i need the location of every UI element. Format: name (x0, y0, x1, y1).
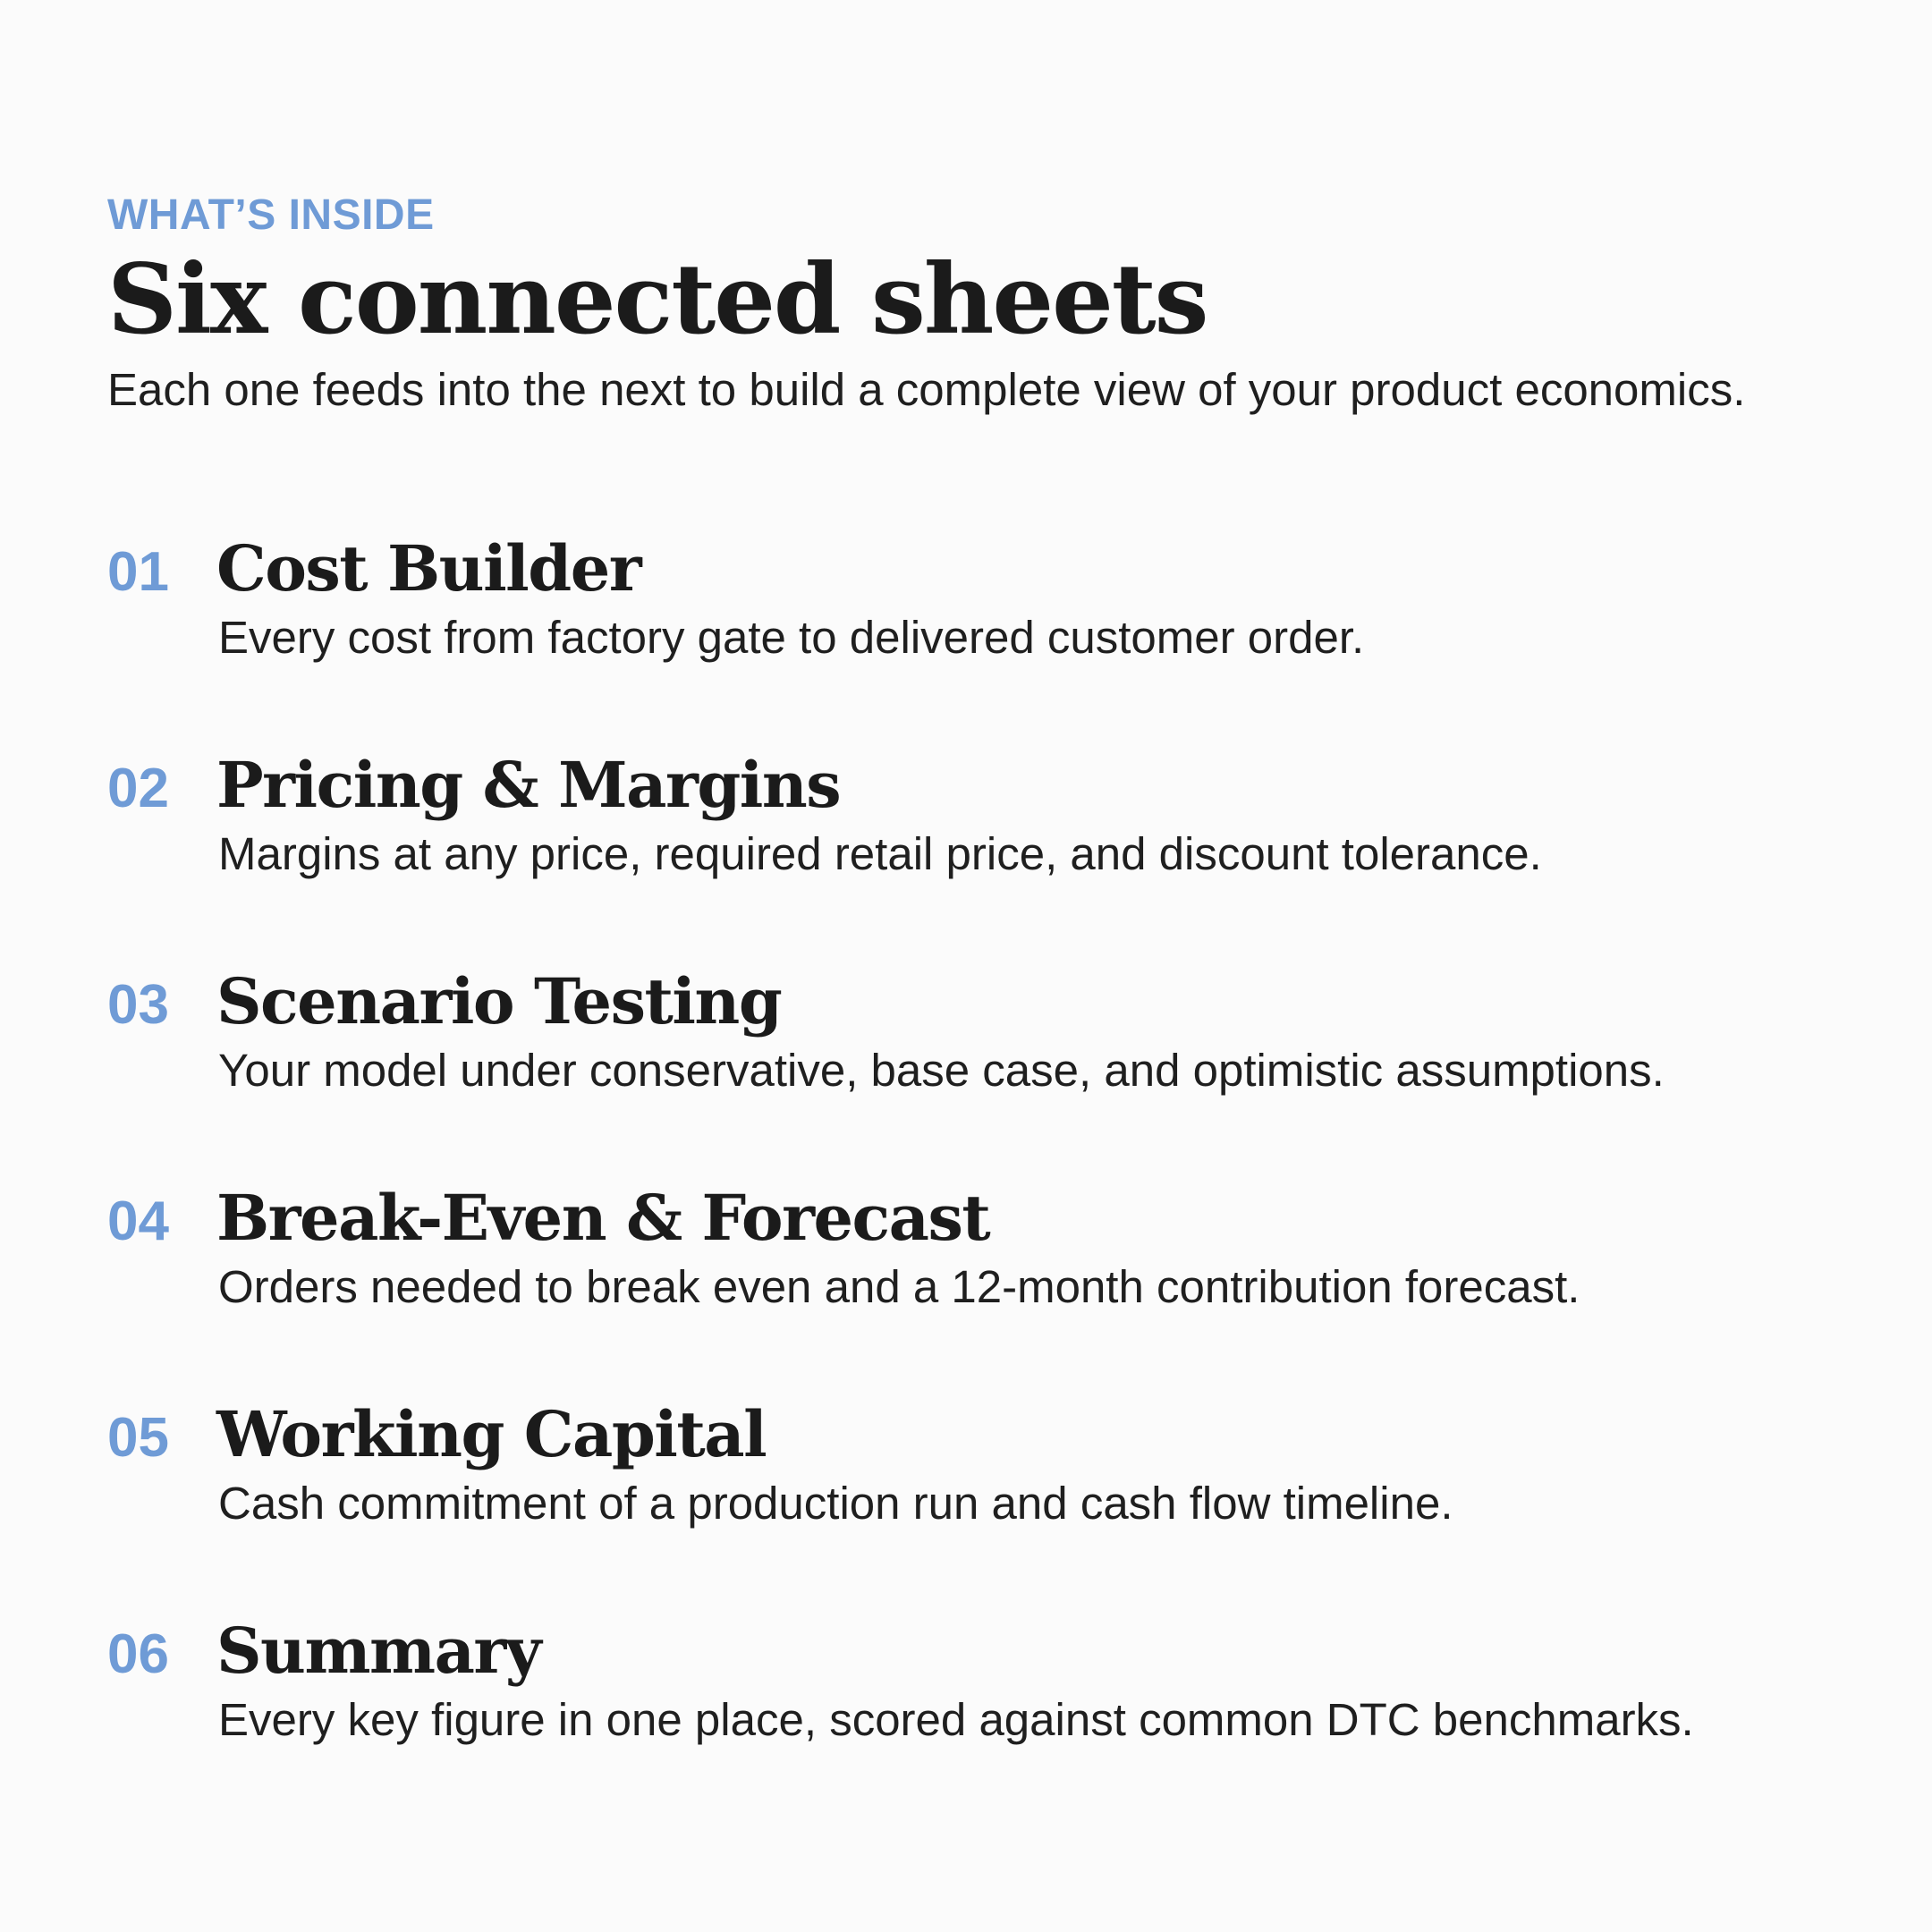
sheet-title: Summary (216, 1614, 540, 1688)
page-subtitle: Each one feeds into the next to build a complete view of your product economics. (107, 364, 1746, 415)
sheet-number: 01 (107, 541, 169, 603)
page-title: Six connected sheets (107, 243, 1208, 356)
sheet-item-break-even-forecast (107, 1177, 1860, 1394)
sheet-title: Cost Builder (216, 531, 641, 606)
section-eyebrow: WHAT’S INSIDE (107, 191, 435, 239)
sheet-number: 03 (107, 974, 169, 1036)
sheet-item-scenario-testing (107, 961, 1860, 1177)
sheet-title: Scenario Testing (216, 964, 782, 1038)
sheet-item-summary (107, 1610, 1860, 1826)
sheet-number: 06 (107, 1623, 169, 1685)
sheet-list (107, 528, 1860, 1826)
sheet-description: Margins at any price, required retail price, and discount tolerance. (218, 828, 1542, 879)
sheet-description: Orders needed to break even and a 12-month contribution forecast. (218, 1261, 1580, 1312)
sheet-description: Cash commitment of a production run and cash flow timeline. (218, 1478, 1453, 1529)
sheet-description: Your model under conservative, base case, and optimistic assumptions. (218, 1045, 1665, 1096)
sheet-item-working-capital (107, 1394, 1860, 1610)
sheet-number: 04 (107, 1191, 169, 1252)
sheet-number: 05 (107, 1407, 169, 1469)
sheet-number: 02 (107, 758, 169, 819)
sheet-title: Working Capital (216, 1397, 767, 1471)
sheet-description: Every key figure in one place, scored against common DTC benchmarks. (218, 1694, 1694, 1745)
sheet-description: Every cost from factory gate to delivered customer order. (218, 612, 1365, 663)
sheet-item-pricing-margins (107, 744, 1860, 961)
sheet-item-cost-builder (107, 528, 1860, 744)
sheet-title: Break-Even & Forecast (216, 1181, 990, 1255)
sheet-title: Pricing & Margins (216, 748, 841, 822)
